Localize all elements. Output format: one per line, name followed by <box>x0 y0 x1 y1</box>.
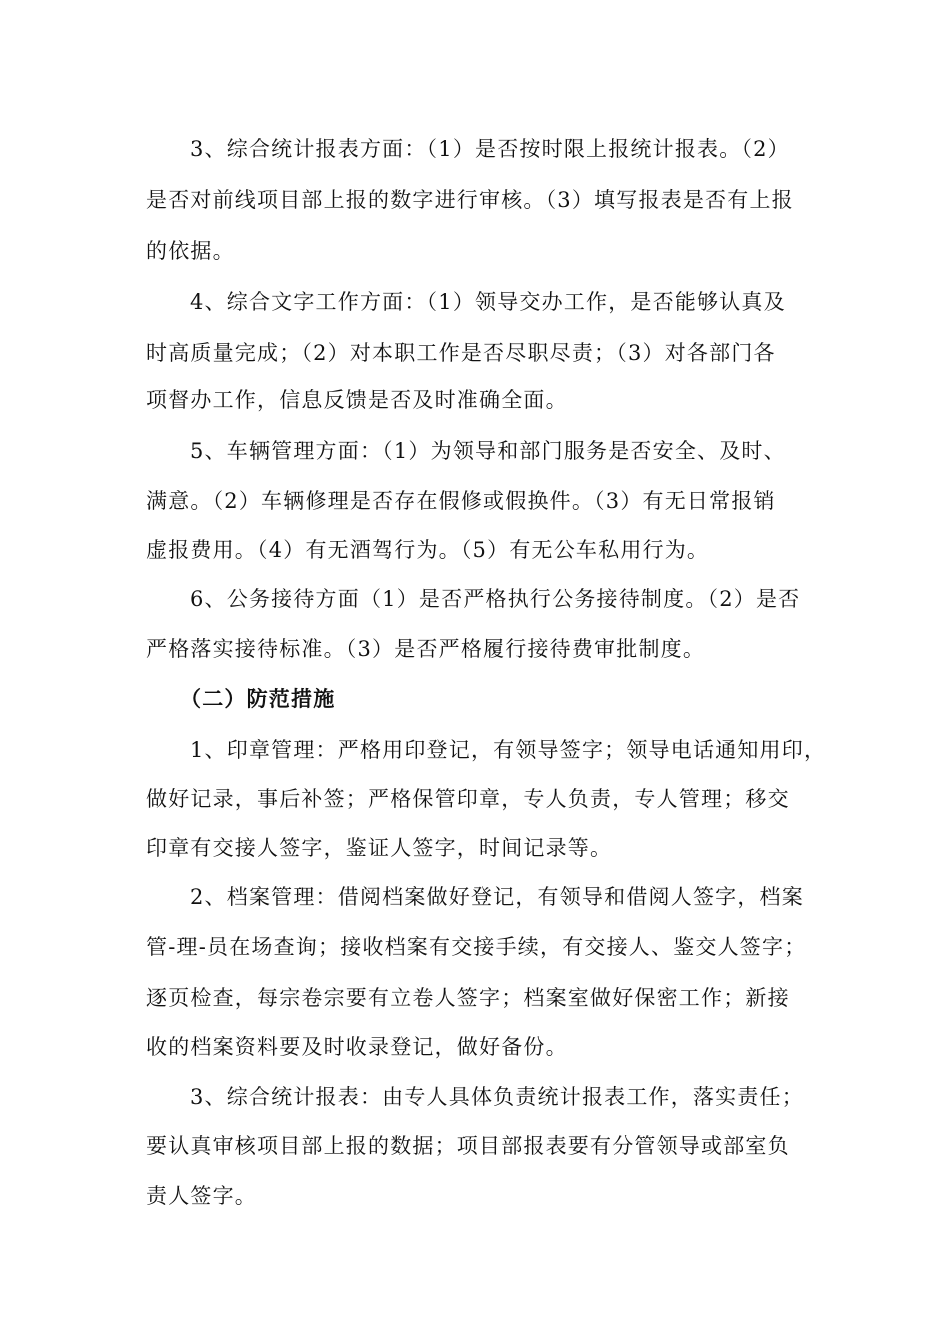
measure-2-line-4: 收的档案资料要及时收录登记，做好备份。 <box>146 1035 568 1059</box>
para-4-line-1: 4、综合文字工作方面：（1）领导交办工作，是否能够认真及 <box>190 290 786 314</box>
measure-3-line-2: 要认真审核项目部上报的数据；项目部报表要有分管领导或部室负 <box>146 1134 790 1158</box>
measure-2-line-2: 管-理-员在场查询；接收档案有交接手续，有交接人、鉴交人签字； <box>146 935 807 959</box>
para-3-line-2: 是否对前线项目部上报的数字进行审核。（3）填写报表是否有上报 <box>146 188 794 212</box>
para-3-line-1: 3、综合统计报表方面：（1）是否按时限上报统计报表。（2） <box>190 137 790 161</box>
para-5-line-2: 满意。（2）车辆修理是否存在假修或假换件。（3）有无日常报销 <box>146 489 776 513</box>
measure-3-line-1: 3、综合统计报表：由专人具体负责统计报表工作，落实责任； <box>190 1085 804 1109</box>
measure-2-line-3: 逐页检查，每宗卷宗要有立卷人签字；档案室做好保密工作；新接 <box>146 986 790 1010</box>
para-6-line-2: 严格落实接待标准。（3）是否严格履行接待费审批制度。 <box>146 637 706 661</box>
measure-1-line-1: 1、印章管理：严格用印登记，有领导签字；领导电话通知用印， <box>190 738 827 762</box>
section-heading: （二）防范措施 <box>180 686 336 711</box>
para-3-line-3: 的依据。 <box>146 239 235 263</box>
para-4-line-3: 项督办工作，信息反馈是否及时准确全面。 <box>146 388 568 412</box>
measure-2-line-1: 2、档案管理：借阅档案做好登记，有领导和借阅人签字，档案 <box>190 885 804 909</box>
para-5-line-1: 5、车辆管理方面：（1）为领导和部门服务是否安全、及时、 <box>190 439 786 463</box>
measure-3-line-3: 责人签字。 <box>146 1184 257 1208</box>
para-6-line-1: 6、公务接待方面（1）是否严格执行公务接待制度。（2）是否 <box>190 587 801 611</box>
measure-1-line-3: 印章有交接人签字，鉴证人签字，时间记录等。 <box>146 836 613 860</box>
para-4-line-2: 时高质量完成；（2）对本职工作是否尽职尽责；（3）对各部门各 <box>146 341 776 365</box>
para-5-line-3: 虚报费用。（4）有无酒驾行为。（5）有无公车私用行为。 <box>146 538 710 562</box>
measure-1-line-2: 做好记录，事后补签；严格保管印章，专人负责，专人管理；移交 <box>146 787 790 811</box>
